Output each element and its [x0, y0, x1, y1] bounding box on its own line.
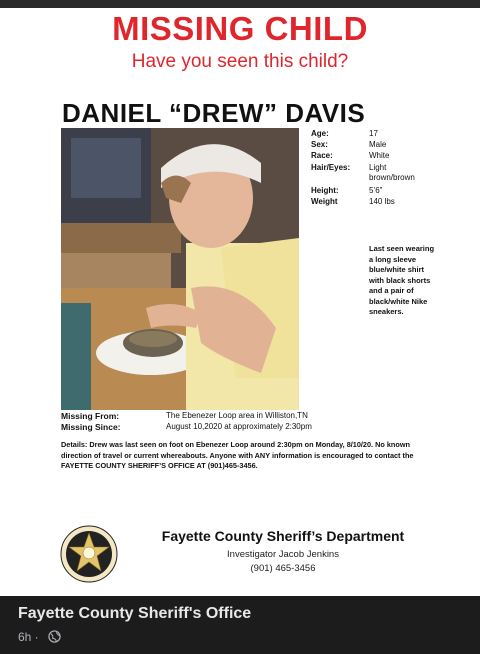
- child-photo: [61, 128, 299, 410]
- info-label: Age:: [311, 129, 329, 138]
- info-value: 5’6”: [369, 186, 383, 195]
- info-label: Weight: [311, 197, 338, 206]
- info-label: Height:: [311, 186, 339, 195]
- poster-headline: MISSING CHILD: [112, 10, 368, 47]
- globe-icon: [48, 630, 61, 643]
- info-value: Light brown/brown: [369, 163, 415, 182]
- department-name: Fayette County Sheriff’s Department: [161, 528, 405, 544]
- missing-from-value: The Ebenezer Loop area in Williston,TN: [166, 411, 308, 420]
- missing-poster: [0, 8, 480, 596]
- info-value: Male: [369, 140, 387, 149]
- sheriff-badge-icon: [60, 525, 118, 583]
- page-name-link[interactable]: Fayette County Sheriff's Office: [18, 605, 252, 622]
- investigator-name: Investigator Jacob Jenkins: [227, 549, 339, 560]
- department-phone: (901) 465-3456: [250, 563, 316, 574]
- missing-from-label: Missing From:: [61, 411, 120, 421]
- info-label: Sex:: [311, 140, 328, 149]
- department-block: [148, 528, 418, 574]
- child-name: DANIEL “DREW” DAVIS: [62, 98, 366, 128]
- info-label: Race:: [311, 151, 333, 160]
- info-value: 17: [369, 129, 378, 138]
- child-photo-illustration: [61, 128, 299, 410]
- post-timestamp[interactable]: 6h ·: [18, 630, 39, 644]
- missing-since-value: August 10,2020 at approximately 2:30pm: [166, 422, 312, 431]
- post-footer: [0, 596, 480, 654]
- top-bar: [0, 0, 480, 8]
- info-value: 140 lbs: [369, 197, 395, 206]
- info-value: White: [369, 151, 390, 160]
- details-text: Details: Drew was last seen on foot on Ebenezer Loop around 2:30pm on Monday, 8/10/20. No known direction of travel or current whereabouts. Anyone with ANY information is encouraged to contact the FAYETTE COUNTY SHERIFF’S OFFICE AT (901)465-3456.: [61, 440, 414, 470]
- info-label: Hair/Eyes:: [311, 163, 351, 172]
- poster-subheadline: Have you seen this child?: [131, 51, 349, 72]
- missing-since-label: Missing Since:: [61, 422, 121, 432]
- last-seen-description: Last seen wearing a long sleeve blue/white shirt with black shorts and a pair of black/white Nike sneakers.: [369, 244, 435, 316]
